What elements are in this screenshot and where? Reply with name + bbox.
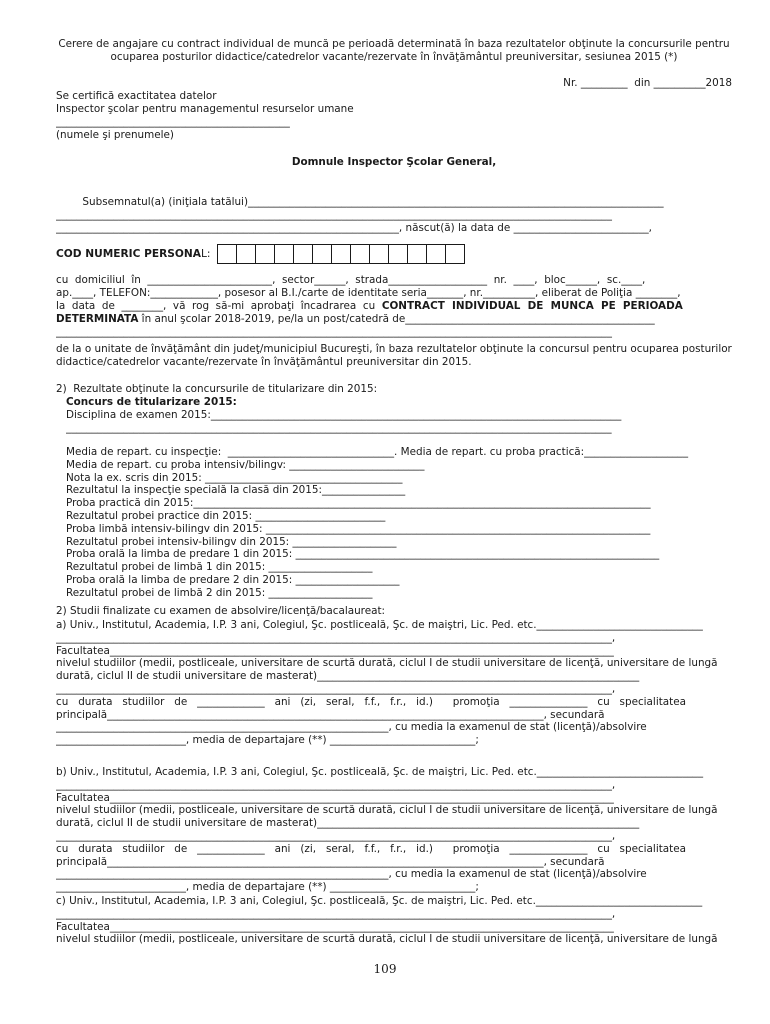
cnp-digit-box[interactable]	[407, 244, 427, 264]
request-text: la data de ________, vă rog să-mi aprobaţi încadrarea cu	[56, 300, 382, 312]
exam-discipline-field[interactable]: Disciplina de examen 2015:_______________________________________________________________________________	[66, 409, 622, 421]
result-field[interactable]: Proba orală la limba de predare 2 din 2015: ____________________	[66, 574, 400, 586]
cnp-digit-box[interactable]	[331, 244, 351, 264]
name-caption: (numele şi prenumele)	[56, 129, 174, 141]
result-field[interactable]: Rezultatul la inspecţie specială la clasă din 2015:________________	[66, 484, 406, 497]
exam-discipline-continued[interactable]: _________________________________________________________________________________________________________	[66, 422, 612, 434]
result-field[interactable]: Rezultatul probei practice din 2015: _________________________	[66, 510, 386, 522]
studies-field[interactable]: principală____________________________________________________________________________________, secundară	[56, 708, 605, 721]
post-field[interactable]: în anul şcolar 2018-2019, pe/la un post/catedră de________________________________________________	[138, 313, 655, 325]
studies-field[interactable]: nivelul studiilor (medii, postliceale, universitare de scurtă durată, ciclul I de studii universitare de licenţă, universitare de lungă	[56, 804, 718, 817]
studies-field[interactable]: ________________________________________________________________, cu media la examenul de stat (licenţă)/absolvire	[56, 868, 647, 881]
studies-field[interactable]: Facultatea_________________________________________________________________________________________________	[56, 791, 614, 804]
studies-field[interactable]: nivelul studiilor (medii, postliceale, universitare de scurtă durată, ciclul I de studii universitare de licenţă, universitare de lungă	[56, 657, 718, 670]
studies-field[interactable]: cu durata studiilor de _____________ ani (zi, seral, f.f., f.r., id.) promoţia _______________ cu specialitatea	[56, 695, 686, 708]
cnp-digit-box[interactable]	[274, 244, 294, 264]
cnp-digit-box[interactable]	[255, 244, 275, 264]
studies-field[interactable]: Facultatea_________________________________________________________________________________________________	[56, 920, 614, 933]
cnp-label: COD NUMERIC PERSONA	[56, 248, 201, 260]
studies-field[interactable]: ___________________________________________________________________________________________________________,	[56, 683, 616, 695]
studies-field[interactable]: principală____________________________________________________________________________________, secundară	[56, 855, 605, 868]
studies-field[interactable]: ___________________________________________________________________________________________________________,	[56, 778, 616, 791]
cnp-digit-box[interactable]	[426, 244, 446, 264]
contract-type-bold: CONTRACT INDIVIDUAL DE MUNCA PE PERIOADA	[381, 300, 683, 312]
cnp-row	[56, 244, 465, 264]
page-number: 109	[373, 962, 397, 976]
studies-field[interactable]: a) Univ., Institutul, Academia, I.P. 3 ani, Colegiul, Şc. postliceală, Şc. de maiştri, Lic. Ped. etc.________________________________	[56, 619, 703, 631]
studies-field[interactable]: b) Univ., Institutul, Academia, I.P. 3 ani, Colegiul, Şc. postliceală, Şc. de maiştri, Lic. Ped. etc.________________________________	[56, 766, 704, 778]
section-results-heading: 2) Rezultate obţinute la concursurile de titularizare din 2015:	[56, 383, 378, 395]
cnp-digit-box[interactable]	[293, 244, 313, 264]
result-field[interactable]: Rezultatul probei de limbă 1 din 2015: ____________________	[66, 561, 373, 574]
basis-text-2: didactice/catedrelor vacante/rezervate în învăţământul preuniversitar din 2015.	[56, 356, 472, 368]
studies-field[interactable]: ________________________________________________________________, cu media la examenul de stat (licenţă)/absolvire	[56, 721, 647, 734]
title-line-1: Cerere de angajare cu contract individual de muncă pe perioadă determinată în baza rezultatelor obţinute la concursurile pentru	[58, 38, 730, 50]
section-results-subheading: Concurs de titularizare 2015:	[66, 396, 237, 408]
studies-field[interactable]: Facultatea_________________________________________________________________________________________________	[56, 644, 614, 657]
address-line-3	[56, 300, 732, 313]
cnp-digit-box[interactable]	[312, 244, 332, 264]
address-line-1[interactable]: cu domiciliul în ________________________, sector______, strada___________________ nr. ____, bloc______, sc.____,	[56, 274, 646, 286]
applicant-name-field[interactable]: Subsemnatul(a) (iniţiala tatălui)________________________________________________________________________________	[56, 196, 664, 208]
cnp-digit-box[interactable]	[388, 244, 408, 264]
cnp-label-suffix: L:	[200, 248, 211, 260]
studies-field[interactable]: nivelul studiilor (medii, postliceale, universitare de scurtă durată, ciclul I de studii universitare de licenţă, universitare de lungă	[56, 933, 718, 946]
applicant-name-continued[interactable]: ___________________________________________________________________________________________________________	[56, 209, 612, 221]
cnp-digit-box[interactable]	[236, 244, 256, 264]
studies-field[interactable]: durată, ciclul II de studii universitare de masterat)______________________________________________________________	[56, 670, 640, 683]
result-field[interactable]: Proba practică din 2015:________________________________________________________________________________________	[66, 497, 651, 510]
cnp-digit-box[interactable]	[369, 244, 389, 264]
cnp-digit-box[interactable]	[217, 244, 237, 264]
certify-line: Se certifică exactitatea datelor	[56, 90, 217, 102]
result-field[interactable]: Rezultatul probei de limbă 2 din 2015: ____________________	[66, 586, 373, 599]
cnp-boxes	[218, 244, 465, 264]
section-studies-heading: 2) Studii finalizate cu examen de absolvire/licenţă/bacalaureat:	[56, 605, 386, 617]
birth-date-field[interactable]: __________________________________________________________________, născut(ă) la data de __________________________,	[56, 222, 652, 234]
result-field[interactable]: Media de repart. cu inspecţie: ________________________________. Media de repart. cu proba practică:____________________	[66, 446, 689, 458]
salutation: Domnule Inspector Şcolar General,	[291, 156, 497, 168]
studies-field[interactable]: _________________________, media de departajare (**) ____________________________;	[56, 734, 479, 747]
address-line-2[interactable]: ap.____, TELEFON:_____________, posesor al B.I./carte de identitate seria_______, nr.__________, eliberat de Poliţia ________,	[56, 287, 681, 299]
contract-type-bold-2: DETERMINATA	[56, 313, 139, 325]
studies-field[interactable]: cu durata studiilor de _____________ ani (zi, seral, f.f., f.r., id.) promoţia _______________ cu specialitatea	[56, 842, 686, 855]
registration-number: Nr. _________ din __________2018	[563, 77, 732, 89]
basis-text-1: de la o unitate de învăţământ din judeţ/municipiul Bucureşti, în baza rezultatelor obţinute la concursul pentru ocuparea posturilor	[56, 343, 732, 355]
result-field[interactable]: Rezultatul probei intensiv-bilingv din 2015: ____________________	[66, 535, 397, 548]
cnp-digit-box[interactable]	[445, 244, 465, 264]
result-field[interactable]: Nota la ex. scris din 2015: ______________________________________	[66, 471, 403, 484]
cnp-digit-box[interactable]	[350, 244, 370, 264]
title-line-2: ocuparea posturilor didactice/catedrelor vacante/rezervate în învăţământul preuniversitar, sesiunea 2015 (*)	[110, 51, 678, 63]
result-field[interactable]: Proba orală la limba de predare 1 din 2015: ______________________________________________________________________	[66, 548, 660, 561]
result-field[interactable]: Proba limbă intensiv-bilingv din 2015: __________________________________________________________________________	[66, 522, 651, 535]
studies-field[interactable]: ___________________________________________________________________________________________________________,	[56, 631, 616, 644]
studies-field[interactable]: _________________________, media de departajare (**) ____________________________;	[56, 881, 479, 894]
result-field[interactable]: Media de repart. cu proba intensiv/bilingv: __________________________	[66, 458, 425, 471]
inspector-line: Inspector şcolar pentru managementul resurselor umane	[56, 103, 354, 115]
studies-field[interactable]: ___________________________________________________________________________________________________________,	[56, 907, 616, 920]
studies-field[interactable]: durată, ciclul II de studii universitare de masterat)______________________________________________________________	[56, 817, 640, 830]
post-field-continued[interactable]: ___________________________________________________________________________________________________________	[56, 326, 612, 338]
studies-field[interactable]: c) Univ., Institutul, Academia, I.P. 3 ani, Colegiul, Şc. postliceală, Şc. de maiştri, Lic. Ped. etc.________________________________	[56, 895, 703, 907]
studies-field[interactable]: ___________________________________________________________________________________________________________,	[56, 830, 616, 842]
address-line-4[interactable]	[56, 313, 732, 326]
inspector-name-field[interactable]: _____________________________________________	[56, 116, 290, 128]
